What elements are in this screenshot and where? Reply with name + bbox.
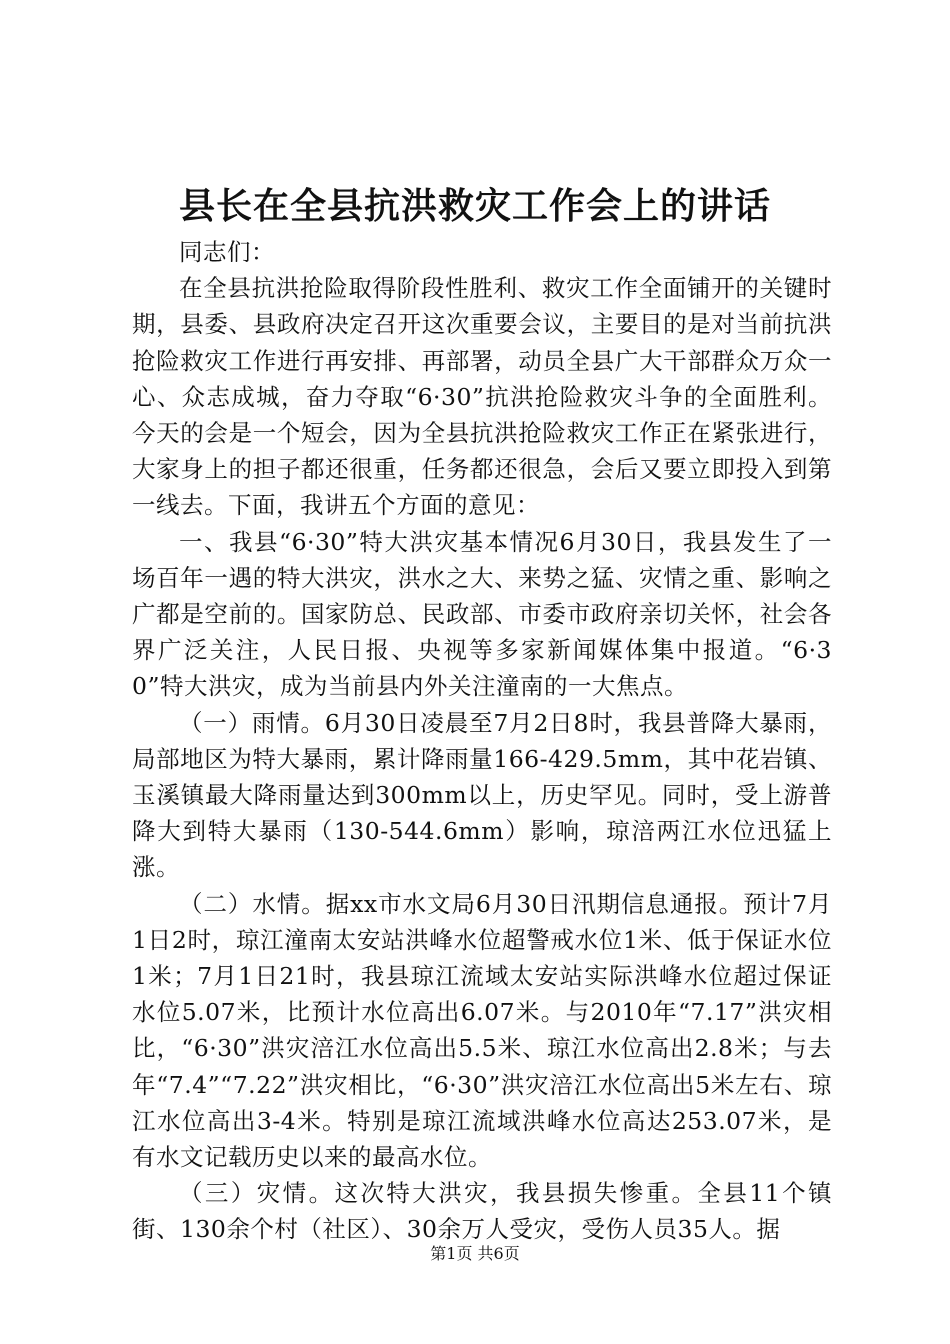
document-body: [132, 234, 832, 1248]
paragraph-water: （二）水情。据xx市水文局6月30日汛期信息通报。预计7月1日2时，琼江潼南太安站洪峰水位超警戒水位1米、低于保证水位1米；7月1日21时，我县琼江流域太安站实际洪峰水位超过保证水位5.07米，比预计水位高出6.07米。与2010年“7.17”洪灾相比，“6·30”洪灾涪江水位高出5.5米、琼江水位高出2.8米；与去年“7.4”“7.22”洪灾相比，“6·30”洪灾涪江水位高出5米左右、琼江水位高出3-4米。特别是琼江流域洪峰水位高达253.07米，是有水文记载历史以来的最高水位。: [132, 889, 832, 1172]
salutation: 同志们：: [179, 238, 275, 266]
paragraph-disaster: （三）灾情。这次特大洪灾，我县损失惨重。全县11个镇街、130余个村（社区）、30余万人受灾，受伤人员35人。据: [132, 1179, 832, 1244]
paragraph-intro: 在全县抗洪抢险取得阶段性胜利、救灾工作全面铺开的关键时期，县委、县政府决定召开这次重要会议，主要目的是对当前抗洪抢险救灾工作进行再安排、再部署，动员全县广大干部群众万众一心、众志成城，奋力夺取“6·30”抗洪抢险救灾斗争的全面胜利。今天的会是一个短会，因为全县抗洪抢险救灾工作正在紧张进行，大家身上的担子都还很重，任务都还很急，会后又要立即投入到第一线去。下面，我讲五个方面的意见：: [132, 274, 832, 520]
document-title: 县长在全县抗洪救灾工作会上的讲话: [178, 186, 771, 227]
paragraph-rain: （一）雨情。6月30日凌晨至7月2日8时，我县普降大暴雨，局部地区为特大暴雨，累计降雨量166-429.5mm，其中花岩镇、玉溪镇最大降雨量达到300mm以上，历史罕见。同时，受上游普降大到特大暴雨（130-544.6mm）影响，琼涪两江水位迅猛上涨。: [132, 708, 832, 882]
page-footer: 第1页 共6页: [430, 1244, 520, 1263]
paragraph-section-1: 一、我县“6·30”特大洪灾基本情况6月30日，我县发生了一场百年一遇的特大洪灾，洪水之大、来势之猛、灾情之重、影响之广都是空前的。国家防总、民政部、市委市政府亲切关怀，社会各界广泛关注，人民日报、央视等多家新闻媒体集中报道。“6·30”特大洪灾，成为当前县内外关注潼南的一大焦点。: [132, 527, 832, 701]
